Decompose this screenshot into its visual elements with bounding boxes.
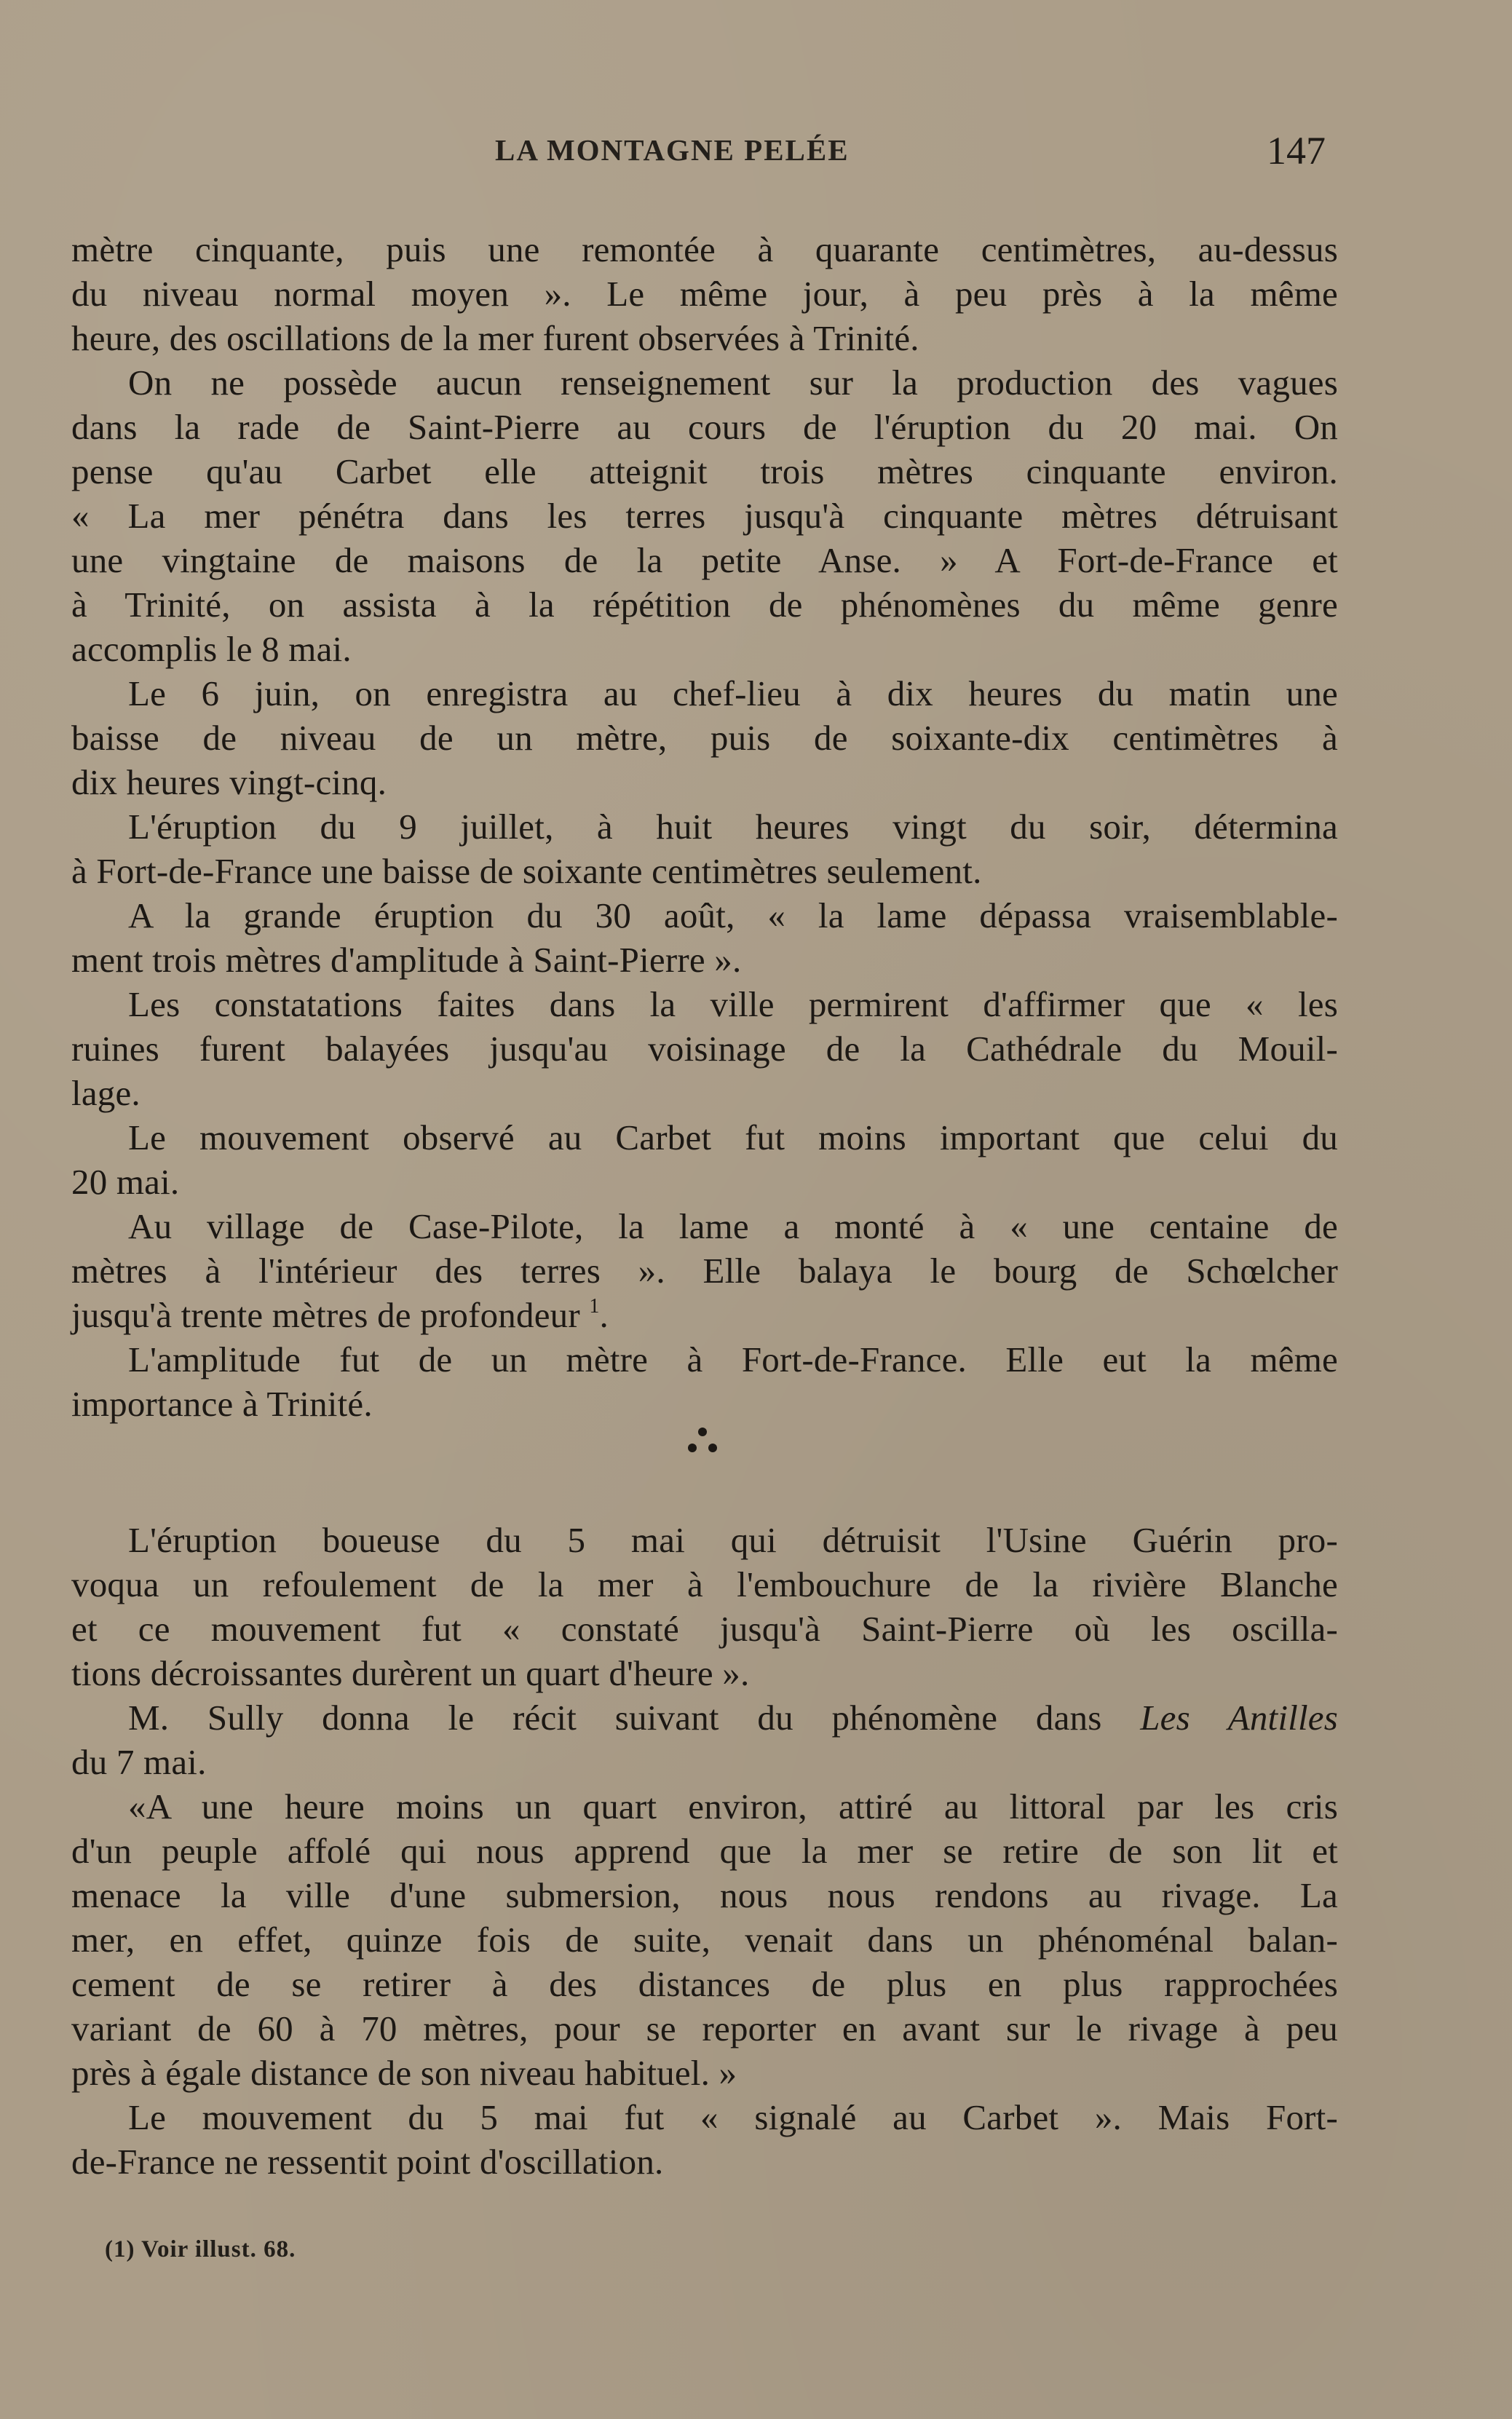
text-line: ruines furent balayées jusqu'au voisinage de la Cathédrale du Mouil-: [71, 1029, 1338, 1069]
text-line: dix heures vingt-cinq.: [71, 762, 387, 802]
text-line: « La mer pénétra dans les terres jusqu'à cinquante mètres détruisant: [71, 496, 1338, 536]
text-line: Les constatations faites dans la ville permirent d'affirmer que « les: [128, 984, 1338, 1024]
footnote-reference: 1: [589, 1295, 600, 1318]
text-line: Le 6 juin, on enregistra au chef-lieu à dix heures du matin une: [128, 673, 1338, 713]
text-line: importance à Trinité.: [71, 1384, 373, 1424]
text-line: à Fort-de-France une baisse de soixante centimètres seulement.: [71, 851, 982, 891]
text-line: L'éruption du 9 juillet, à huit heures vingt du soir, détermina: [128, 807, 1338, 847]
text-line: et ce mouvement fut « constaté jusqu'à Saint-Pierre où les oscilla-: [71, 1609, 1338, 1649]
quote-line: cement de se retirer à des distances de plus en plus rapprochées: [71, 1964, 1338, 2004]
text-line: mètres à l'intérieur des terres ». Elle balaya le bourg de Schœlcher: [71, 1251, 1338, 1291]
text-line: Au village de Case-Pilote, la lame a monté à « une centaine de: [128, 1206, 1338, 1246]
text-line: lage.: [71, 1073, 140, 1113]
text-line: A la grande éruption du 30 août, « la lame dépassa vraisemblable-: [128, 895, 1338, 935]
text-fragment: .: [599, 1295, 609, 1335]
text-line: 20 mai.: [71, 1162, 180, 1202]
text-line-with-title: [71, 1695, 1338, 1740]
text-line: voqua un refoulement de la mer à l'embouchure de la rivière Blanche: [71, 1564, 1338, 1604]
text-line: L'éruption boueuse du 5 mai qui détruisit l'Usine Guérin pro-: [128, 1520, 1338, 1560]
text-line: Le mouvement observé au Carbet fut moins important que celui du: [128, 1117, 1338, 1157]
page-number: 147: [1267, 129, 1326, 173]
text-line: du 7 mai.: [71, 1742, 207, 1782]
quote-line: mer, en effet, quinze fois de suite, venait dans un phénoménal balan-: [71, 1920, 1338, 1960]
text-line: mètre cinquante, puis une remontée à quarante centimètres, au-dessus: [71, 229, 1338, 269]
text-line: de-France ne ressentit point d'oscillation.: [71, 2142, 664, 2182]
text-line: baisse de niveau de un mètre, puis de soixante-dix centimètres à: [71, 718, 1338, 758]
text-line: à Trinité, on assista à la répétition de phénomènes du même genre: [71, 585, 1338, 625]
text-line-with-footnote: [71, 1293, 1338, 1337]
section-two-text: [71, 1518, 1338, 2184]
section-one-text: [71, 227, 1338, 1426]
quote-line: près à égale distance de son niveau habituel. »: [71, 2053, 737, 2093]
quote-line: «A une heure moins un quart environ, attiré au littoral par les cris: [128, 1786, 1338, 1826]
text-line: une vingtaine de maisons de la petite Anse. » A Fort-de-France et: [71, 540, 1338, 580]
text-line: tions décroissantes durèrent un quart d'heure ».: [71, 1653, 750, 1693]
text-line: du niveau normal moyen ». Le même jour, à peu près à la même: [71, 274, 1338, 314]
quote-line: variant de 60 à 70 mètres, pour se reporter en avant sur le rivage à peu: [71, 2008, 1338, 2048]
text-line: On ne possède aucun renseignement sur la production des vagues: [128, 363, 1338, 403]
quote-line: menace la ville d'une submersion, nous nous rendons au rivage. La: [71, 1875, 1338, 1915]
footnote-number: (1): [105, 2236, 135, 2262]
text-line: Le mouvement du 5 mai fut « signalé au Carbet ». Mais Fort-: [128, 2097, 1338, 2137]
footnote: [105, 2236, 296, 2263]
quote-line: d'un peuple affolé qui nous apprend que la mer se retire de son lit et: [71, 1831, 1338, 1871]
footnote-text: Voir illust. 68.: [141, 2236, 296, 2262]
text-line: accomplis le 8 mai.: [71, 629, 352, 669]
text-line: dans la rade de Saint-Pierre au cours de l'éruption du 20 mai. On: [71, 407, 1338, 447]
text-line: heure, des oscillations de la mer furent observées à Trinité.: [71, 318, 919, 358]
text-fragment: M. Sully donna le récit suivant du phénomène dans: [128, 1698, 1102, 1738]
text-line: ment trois mètres d'amplitude à Saint-Pierre ».: [71, 940, 742, 980]
newspaper-title: Les Antilles: [1140, 1698, 1338, 1738]
running-header: [0, 129, 1512, 176]
asterism-icon: [681, 1423, 724, 1467]
text-fragment: jusqu'à trente mètres de profondeur: [71, 1295, 580, 1335]
text-line: pense qu'au Carbet elle atteignit trois mètres cinquante environ.: [71, 451, 1338, 491]
asterism-divider: [0, 1423, 1512, 1467]
text-line: L'amplitude fut de un mètre à Fort-de-France. Elle eut la même: [128, 1339, 1338, 1379]
running-title: LA MONTAGNE PELÉE: [495, 133, 850, 167]
